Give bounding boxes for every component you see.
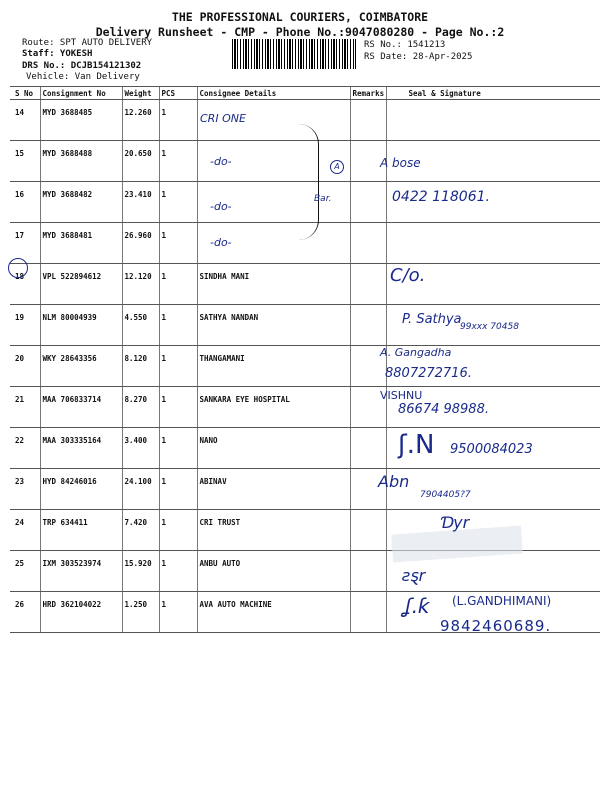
cell-consignee: SINDHA MANI [197, 264, 350, 305]
cell-remarks [350, 510, 386, 551]
rs-date: RS Date: 28-Apr-2025 [364, 52, 473, 62]
cell-consignment-no: MYD 3688481 [40, 223, 122, 264]
cell-weight: 7.420 [122, 510, 159, 551]
col-signature: Seal & Signature [386, 87, 600, 100]
cell-weight: 1.250 [122, 592, 159, 633]
cell-pcs: 1 [159, 592, 197, 633]
col-consignee: Consignee Details [197, 87, 350, 100]
signature-r19: P. Sathya [402, 312, 462, 327]
cell-consignee: NANO [197, 428, 350, 469]
cell-weight: 23.410 [122, 182, 159, 223]
table-header-row [10, 87, 600, 100]
cell-consignee: SATHYA NANDAN [197, 305, 350, 346]
cell-weight: 8.270 [122, 387, 159, 428]
cell-consignee: CRI TRUST [197, 510, 350, 551]
cell-consignee: ABINAV [197, 469, 350, 510]
phone-r20: 8807272716. [385, 366, 472, 381]
cell-sno: 21 [10, 387, 40, 428]
cell-pcs: 1 [159, 305, 197, 346]
rs-number: RS No.: 1541213 [364, 40, 446, 50]
cell-weight: 3.400 [122, 428, 159, 469]
cell-sno: 23 [10, 469, 40, 510]
signature-r26-name: (L.GANDHIMANI) [452, 594, 552, 608]
col-pcs: PCS [159, 87, 197, 100]
cell-pcs: 1 [159, 510, 197, 551]
barcode [232, 39, 356, 69]
handwriting-r14: CRI ONE [200, 112, 246, 125]
cell-consignment-no: MAA 303335164 [40, 428, 122, 469]
handwriting-r17: -do- [210, 236, 232, 249]
signature-r15: A bose [380, 156, 421, 170]
cell-consignment-no: HRD 362104022 [40, 592, 122, 633]
cell-consignment-no: HYD 84246016 [40, 469, 122, 510]
cell-remarks [350, 100, 386, 141]
phone-r21: 86674 98988. [398, 402, 489, 417]
cell-pcs: 1 [159, 182, 197, 223]
cell-signature [386, 469, 600, 510]
cell-signature [386, 100, 600, 141]
cell-pcs: 1 [159, 469, 197, 510]
signature-r21: VISHNU [380, 389, 423, 402]
cell-sno: 19 [10, 305, 40, 346]
cell-consignment-no: MYD 3688485 [40, 100, 122, 141]
cell-consignment-no: VPL 522894612 [40, 264, 122, 305]
cell-remarks [350, 592, 386, 633]
phone-r19: 99xxx 70458 [460, 322, 519, 332]
cell-sno: 18 [10, 264, 40, 305]
cell-consignment-no: NLM 80004939 [40, 305, 122, 346]
cell-consignee: THANGAMANI [197, 346, 350, 387]
staff-label: Staff: YOKESH [22, 49, 93, 59]
col-sno: S No [10, 87, 40, 100]
cell-consignment-no: MYD 3688488 [40, 141, 122, 182]
cell-sno: 17 [10, 223, 40, 264]
cell-consignee: ANBU AUTO [197, 551, 350, 592]
handwriting-r15: -do- [210, 155, 232, 168]
cell-consignee: SANKARA EYE HOSPITAL [197, 387, 350, 428]
cell-sno: 20 [10, 346, 40, 387]
cell-sno: 15 [10, 141, 40, 182]
table-row [10, 346, 600, 387]
cell-pcs: 1 [159, 387, 197, 428]
cell-pcs: 1 [159, 428, 197, 469]
row-18-circle-mark [8, 258, 28, 278]
signature-r24-mark: Ɗyr [440, 513, 470, 532]
cell-sno: 14 [10, 100, 40, 141]
col-weight: Weight [122, 87, 159, 100]
cell-weight: 15.920 [122, 551, 159, 592]
phone-r23: 7904405?7 [420, 490, 471, 500]
cell-weight: 26.960 [122, 223, 159, 264]
cell-weight: 12.260 [122, 100, 159, 141]
route-label: Route: SPT AUTO DELIVERY [22, 38, 153, 48]
cell-consignment-no: MYD 3688482 [40, 182, 122, 223]
cell-remarks [350, 305, 386, 346]
col-consignment: Consignment No [40, 87, 122, 100]
company-title: THE PROFESSIONAL COURIERS, COIMBATORE [171, 10, 429, 24]
handwriting-r16-mark: Bar. [314, 194, 332, 204]
table-row [10, 469, 600, 510]
cell-sno: 26 [10, 592, 40, 633]
signature-r25-mark: ꙅȿr [402, 566, 426, 585]
cell-consignment-no: WKY 28643356 [40, 346, 122, 387]
table-row [10, 264, 600, 305]
cell-remarks [350, 223, 386, 264]
cell-remarks [350, 551, 386, 592]
cell-pcs: 1 [159, 346, 197, 387]
signature-r26-mark: ʆ.ƙ [405, 594, 430, 618]
cell-pcs: 1 [159, 141, 197, 182]
drs-number: DRS No.: DCJB154121302 [22, 61, 142, 71]
cell-weight: 8.120 [122, 346, 159, 387]
cell-sno: 22 [10, 428, 40, 469]
cell-consignee: AVA AUTO MACHINE [197, 592, 350, 633]
cell-pcs: 1 [159, 100, 197, 141]
cell-signature [386, 223, 600, 264]
signature-r23-mark: Abn [378, 472, 410, 491]
cell-weight: 4.550 [122, 305, 159, 346]
phone-r22: 9500084023 [450, 442, 533, 457]
bracket-mark [294, 124, 319, 240]
circled-mark: A [330, 160, 344, 174]
cell-consignment-no: IXM 303523974 [40, 551, 122, 592]
cell-consignment-no: MAA 706833714 [40, 387, 122, 428]
cell-consignment-no: TRP 634411 [40, 510, 122, 551]
cell-sno: 24 [10, 510, 40, 551]
cell-remarks [350, 264, 386, 305]
handwriting-r18: C/o. [390, 265, 426, 286]
cell-remarks [350, 182, 386, 223]
runsheet-subtitle: Delivery Runsheet - CMP - Phone No.:9047080280 - Page No.:2 [95, 25, 505, 39]
cell-pcs: 1 [159, 264, 197, 305]
signature-r22-mark: ʃ.N [398, 430, 435, 460]
cell-weight: 24.100 [122, 469, 159, 510]
cell-pcs: 1 [159, 551, 197, 592]
cell-weight: 12.120 [122, 264, 159, 305]
table-row [10, 551, 600, 592]
cell-sno: 25 [10, 551, 40, 592]
vehicle-label: Vehicle: Van Delivery [26, 72, 140, 82]
cell-pcs: 1 [159, 223, 197, 264]
phone-r26: 9842460689. [440, 617, 552, 635]
cell-weight: 20.650 [122, 141, 159, 182]
handwriting-r16: -do- [210, 200, 232, 213]
cell-sno: 16 [10, 182, 40, 223]
cell-remarks [350, 428, 386, 469]
col-remarks: Remarks [350, 87, 386, 100]
table-row [10, 387, 600, 428]
signature-r16: 0422 118061. [392, 189, 490, 205]
signature-r20: A. Gangadha [380, 346, 452, 359]
